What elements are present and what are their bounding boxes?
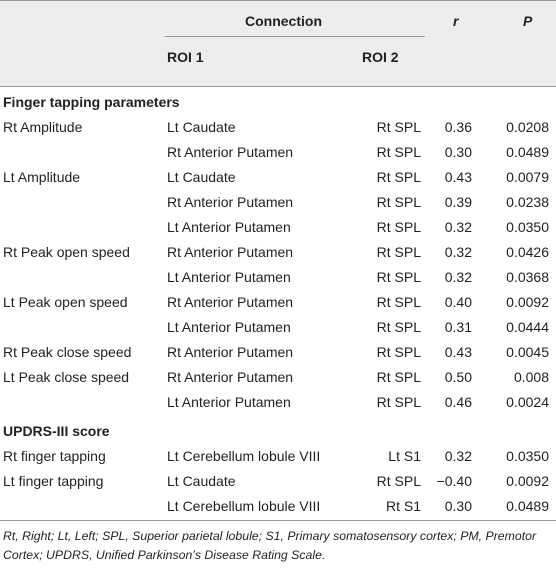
row-measure: Lt finger tapping <box>3 473 104 489</box>
row-roi2: Rt SPL <box>376 144 421 160</box>
row-measure: Lt Amplitude <box>3 169 81 185</box>
section-heading: Finger tapping parameters <box>3 94 180 110</box>
row-measure: Rt Peak open speed <box>3 244 130 260</box>
row-roi2: Rt SPL <box>376 319 421 335</box>
row-r-value: 0.31 <box>444 319 472 335</box>
row-roi2: Rt SPL <box>376 244 421 260</box>
row-r-value: 0.36 <box>444 119 472 135</box>
row-p-value: 0.0092 <box>506 294 549 310</box>
row-p-value: 0.0489 <box>506 144 549 160</box>
header-rule <box>0 86 556 87</box>
section-heading: UPDRS-III score <box>3 423 110 439</box>
row-roi2: Rt SPL <box>376 473 421 489</box>
row-r-value: 0.43 <box>444 344 472 360</box>
row-measure: Rt Amplitude <box>3 119 83 135</box>
row-p-value: 0.0489 <box>506 498 549 514</box>
row-measure: Lt Peak open speed <box>3 294 128 310</box>
row-roi1: Lt Anterior Putamen <box>167 219 291 235</box>
row-roi2: Rt SPL <box>376 169 421 185</box>
row-roi1: Lt Caudate <box>167 473 236 489</box>
row-roi2: Rt S1 <box>385 498 421 514</box>
row-r-value: 0.32 <box>444 219 472 235</box>
row-r-value: 0.32 <box>444 448 472 464</box>
row-p-value: 0.0368 <box>506 269 549 285</box>
row-p-value: 0.0024 <box>506 394 549 410</box>
row-roi2: Rt SPL <box>376 194 421 210</box>
row-roi2: Rt SPL <box>376 369 421 385</box>
row-roi1: Rt Anterior Putamen <box>167 144 294 160</box>
roi2-header: ROI 2 <box>362 49 399 65</box>
row-roi1: Rt Anterior Putamen <box>167 369 294 385</box>
row-r-value: 0.30 <box>444 144 472 160</box>
row-r-value: 0.43 <box>444 169 472 185</box>
row-measure: Rt Peak close speed <box>3 344 132 360</box>
connection-underline <box>165 36 425 37</box>
row-r-value: −0.40 <box>436 473 472 489</box>
row-roi2: Rt SPL <box>376 219 421 235</box>
row-roi2: Rt SPL <box>376 294 421 310</box>
row-roi1: Lt Anterior Putamen <box>167 394 291 410</box>
row-p-value: 0.0092 <box>506 473 549 489</box>
row-roi2: Lt S1 <box>388 448 421 464</box>
connection-header: Connection <box>245 13 322 29</box>
row-roi1: Rt Anterior Putamen <box>167 244 294 260</box>
row-roi1: Lt Caudate <box>167 169 236 185</box>
row-roi2: Rt SPL <box>376 394 421 410</box>
row-roi1: Rt Anterior Putamen <box>167 294 294 310</box>
row-p-value: 0.0045 <box>506 344 549 360</box>
row-r-value: 0.50 <box>444 369 472 385</box>
roi1-header: ROI 1 <box>167 49 204 65</box>
row-roi2: Rt SPL <box>376 119 421 135</box>
row-p-value: 0.0238 <box>506 194 549 210</box>
row-p-value: 0.0444 <box>506 319 549 335</box>
row-p-value: 0.008 <box>513 369 549 385</box>
row-roi1: Rt Anterior Putamen <box>167 344 294 360</box>
row-p-value: 0.0079 <box>506 169 549 185</box>
row-r-value: 0.46 <box>444 394 472 410</box>
row-r-value: 0.39 <box>444 194 472 210</box>
p-header: P <box>523 13 533 29</box>
row-p-value: 0.0426 <box>506 244 549 260</box>
row-roi1: Lt Cerebellum lobule VIII <box>167 498 321 514</box>
row-p-value: 0.0208 <box>506 119 549 135</box>
row-r-value: 0.30 <box>444 498 472 514</box>
row-roi1: Lt Anterior Putamen <box>167 319 291 335</box>
row-measure: Lt Peak close speed <box>3 369 130 385</box>
row-roi1: Lt Anterior Putamen <box>167 269 291 285</box>
row-measure: Rt finger tapping <box>3 448 106 464</box>
row-p-value: 0.0350 <box>506 448 549 464</box>
table-footnote: Rt, Right; Lt, Left; SPL, Superior parietal lobule; S1, Primary somatosensory cortex; PM, Premotor Cortex; UPDRS, Unified Parkinson’s Disease Rating Scale. <box>3 529 537 562</box>
row-roi2: Rt SPL <box>376 344 421 360</box>
row-p-value: 0.0350 <box>506 219 549 235</box>
top-rule <box>0 0 556 1</box>
bottom-rule <box>0 520 556 521</box>
row-roi1: Rt Anterior Putamen <box>167 194 294 210</box>
row-r-value: 0.32 <box>444 269 472 285</box>
row-roi1: Lt Cerebellum lobule VIII <box>167 448 321 464</box>
row-roi1: Lt Caudate <box>167 119 236 135</box>
row-r-value: 0.32 <box>444 244 472 260</box>
row-r-value: 0.40 <box>444 294 472 310</box>
row-roi2: Rt SPL <box>376 269 421 285</box>
r-header: r <box>453 13 459 29</box>
